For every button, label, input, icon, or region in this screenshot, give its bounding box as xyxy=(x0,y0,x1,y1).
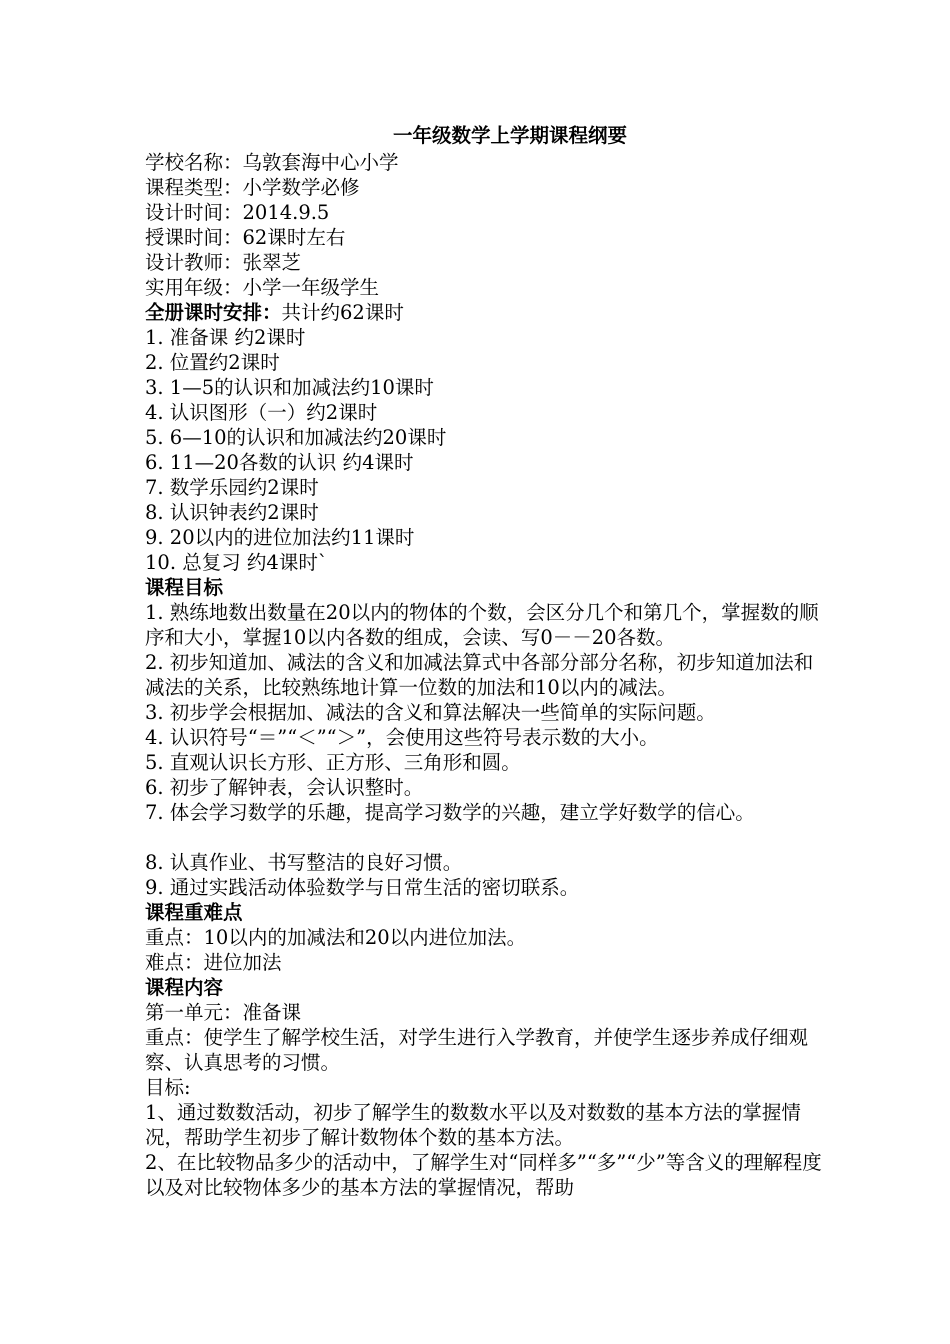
objective-item: 9. 通过实践活动体验数学与日常生活的密切联系。 xyxy=(145,876,580,899)
document-title: 一年级数学上学期课程纲要 xyxy=(392,124,627,147)
goals-label: 目标: xyxy=(145,1076,191,1099)
meta-design-date: 设计时间：2014.9.5 xyxy=(145,201,330,224)
schedule-line xyxy=(145,300,825,325)
schedule-item: 1. 准备课 约2课时 xyxy=(145,326,306,349)
schedule-item: 3. 1—5的认识和加减法约10课时 xyxy=(145,376,434,399)
document-page xyxy=(145,122,825,1200)
objective-item: 2. 初步知道加、减法的含义和加减法算式中各部分部分名称，初步知道加法和减法的关系，比较熟练地计算一位数的加法和10以内的减法。 xyxy=(145,651,814,699)
objective-item: 4. 认识符号“＝”“＜”“＞”，会使用这些符号表示数的大小。 xyxy=(145,726,659,749)
meta-course-type: 课程类型：小学数学必修 xyxy=(145,176,360,199)
objective-item: 8. 认真作业、书写整洁的良好习惯。 xyxy=(145,851,463,874)
schedule-item: 4. 认识图形（一）约2课时 xyxy=(145,401,378,424)
content-heading: 课程内容 xyxy=(145,976,224,999)
objective-item: 7. 体会学习数学的乐趣，提高学习数学的兴趣，建立学好数学的信心。 xyxy=(145,801,755,824)
key-point-difficulty: 难点：进位加法 xyxy=(145,951,282,974)
goal-item: 2、在比较物品多少的活动中，了解学生对“同样多”“多”“少”等含义的理解程度以及对比较物体多少的基本方法的掌握情况，帮助 xyxy=(145,1151,822,1199)
schedule-item: 8. 认识钟表约2课时 xyxy=(145,501,319,524)
schedule-item: 10. 总复习 约4课时` xyxy=(145,551,328,574)
unit-title: 第一单元：准备课 xyxy=(145,1001,302,1024)
schedule-summary: 共计约62课时 xyxy=(281,301,404,324)
schedule-item: 5. 6—10的认识和加减法约20课时 xyxy=(145,426,447,449)
schedule-heading: 全册课时安排： xyxy=(145,301,282,324)
meta-school: 学校名称：乌敦套海中心小学 xyxy=(145,151,399,174)
schedule-item: 6. 11—20各数的认识 约4课时 xyxy=(145,451,414,474)
meta-class-hours: 授课时间：62课时左右 xyxy=(145,226,346,249)
objective-item: 3. 初步学会根据加、减法的含义和算法解决一些简单的实际问题。 xyxy=(145,701,716,724)
objective-item: 1. 熟练地数出数量在20以内的物体的个数，会区分几个和第几个，掌握数的顺序和大小，掌握10以内各数的组成，会读、写0－－20各数。 xyxy=(145,601,819,649)
schedule-item: 2. 位置约2课时 xyxy=(145,351,280,374)
goal-item: 1、通过数数活动，初步了解学生的数数水平以及对数数的基本方法的掌握情况，帮助学生初步了解计数物体个数的基本方法。 xyxy=(145,1101,801,1149)
key-point-focus: 重点：10以内的加减法和20以内进位加法。 xyxy=(145,926,527,949)
blank-line xyxy=(145,825,825,850)
objectives-heading: 课程目标 xyxy=(145,576,224,599)
meta-grade: 实用年级：小学一年级学生 xyxy=(145,276,380,299)
schedule-item: 7. 数学乐园约2课时 xyxy=(145,476,319,499)
meta-teacher: 设计教师：张翠芝 xyxy=(145,251,302,274)
key-points-heading: 课程重难点 xyxy=(145,901,243,924)
unit-focus: 重点：使学生了解学校生活，对学生进行入学教育，并使学生逐步养成仔细观察、认真思考的习惯。 xyxy=(145,1026,809,1074)
objective-item: 5. 直观认识长方形、正方形、三角形和圆。 xyxy=(145,751,521,774)
objective-item: 6. 初步了解钟表，会认识整时。 xyxy=(145,776,424,799)
schedule-item: 9. 20以内的进位加法约11课时 xyxy=(145,526,415,549)
